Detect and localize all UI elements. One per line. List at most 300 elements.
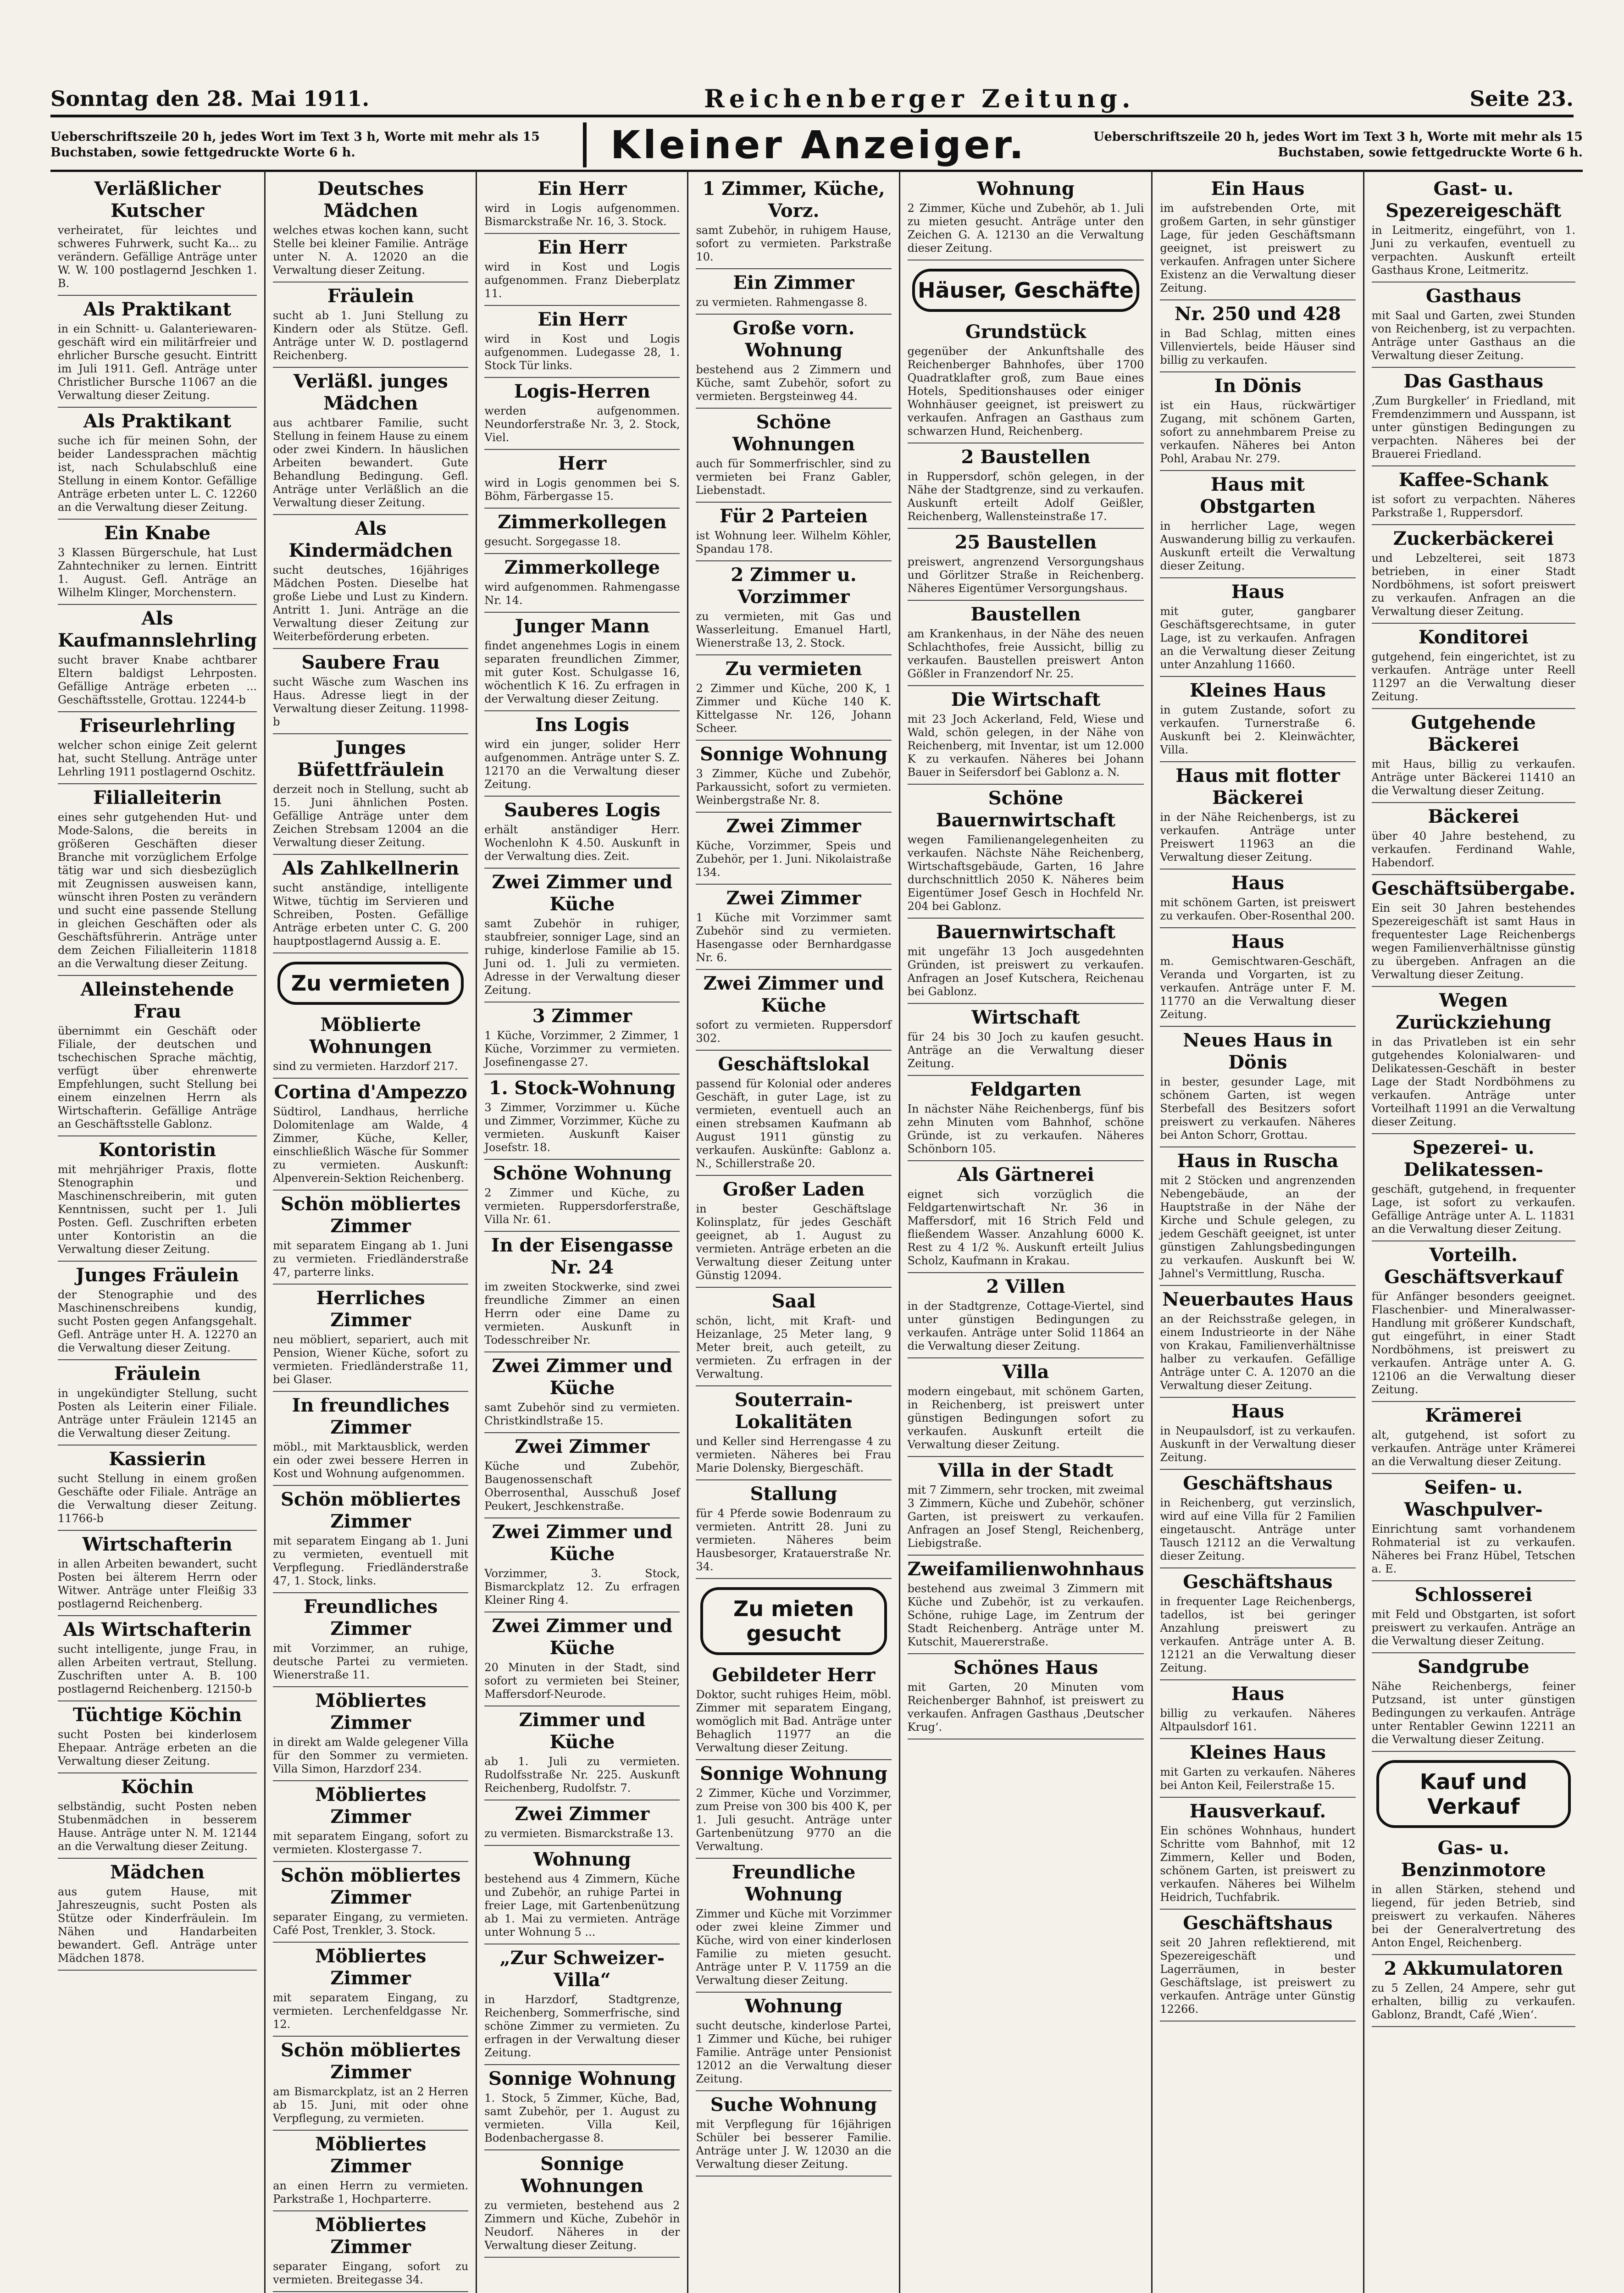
classified-ad — [58, 712, 257, 784]
ad-text: in direkt am Walde gelegener Villa für den Sommer zu vermieten. Villa Simon, Harzdorf 234. — [273, 1736, 469, 1775]
classified-ad — [696, 885, 891, 970]
ad-text: an der Reichsstraße gelegen, in einem Industrieorte in der Nähe von Krakau, Familienverhältnisse halber zu verkaufen. Gefällige Anträge unter C. A. 12070 an die Verwaltung dieser Zeitung. — [1160, 1313, 1356, 1392]
ad-heading: Als Kaufmannslehrling — [58, 608, 257, 651]
classified-ad — [58, 1616, 257, 1701]
ad-heading: Junges Büfettfräulein — [297, 737, 444, 781]
classified-ad — [1372, 175, 1576, 282]
ad-rates-left: Ueberschriftszeile 20 h, jedes Wort im Text 3 h, Worte mit mehr als 15 Buchstaben, sowie fettgedruckte Worte 6 h. — [50, 130, 540, 160]
ad-text: sucht anständige, intelligente Witwe, tüchtig im Servieren und Schreiben, Posten. Gefällige Anträge erbeten unter C. G. 200 hauptpostlagernd Aussig a. E. — [273, 881, 469, 947]
classified-ad — [1372, 1581, 1576, 1653]
ad-text: mit ungefähr 13 Joch ausgedehnten Gründen, ist preiswert zu verkaufen. Anfragen an Josef Kutschera, Reichenau bei Gablonz. — [907, 945, 1144, 998]
issue-date: Sonntag den 28. Mai 1911. — [50, 86, 370, 111]
ad-heading: Als Praktikant — [83, 410, 232, 432]
ad-heading: Deutsches Mädchen — [317, 178, 424, 222]
ad-heading: Sauberes Logis — [504, 799, 660, 821]
classified-ad — [1160, 870, 1355, 928]
classified-ad — [696, 1288, 891, 1386]
ad-heading: Geschäftshaus — [1183, 1473, 1333, 1494]
ad-heading: Geschäftshaus — [1183, 1912, 1333, 1934]
ad-text: sucht braver Knabe achtbarer Eltern baldigst Lehrposten. Gefällige Anträge erbeten ... Geschäftsstelle, Grottau. 12244-b — [58, 654, 257, 706]
ad-heading: Möbliertes Zimmer — [315, 2214, 427, 2258]
classified-ad — [696, 2091, 891, 2177]
classified-ad — [1372, 1241, 1576, 1402]
classified-ad — [484, 2150, 680, 2258]
ad-text: in herrlicher Lage, wegen Auswanderung billig zu verkaufen. Auskunft erteilt die Verwaltung dieser Zeitung. — [1160, 520, 1356, 572]
ad-heading: Souterrain-Lokalitäten — [734, 1389, 853, 1433]
section-title: Kleiner Anzeiger. — [583, 122, 1051, 167]
classified-ad — [908, 919, 1144, 1004]
ad-text: 3 Klassen Bürgerschule, hat Lust Zahntechniker zu lernen. Eintritt 1. August. Gefl. Anträge an Wilhelm Klinger, Morchenstern. — [58, 546, 257, 599]
category-heading: Häuser, Geschäfte — [912, 269, 1140, 312]
classified-ad — [58, 1360, 257, 1446]
classified-ad — [908, 1556, 1144, 1654]
ad-heading: Zwei Zimmer — [726, 815, 861, 837]
ad-heading: Saal — [771, 1291, 816, 1312]
classified-ad — [58, 1531, 257, 1616]
ad-heading: Möbliertes Zimmer — [315, 1690, 427, 1734]
classified-ad — [484, 306, 680, 378]
ad-text: Küche und Zubehör, Baugenossenschaft Oberrosenthal, Ausschuß Josef Peukert, Jeschkenstraße. — [484, 1460, 680, 1512]
ad-text: 3 Zimmer, Küche und Zubehör, Parkaussicht, sofort zu vermieten. Weinbergstraße Nr. 8. — [696, 767, 892, 807]
ad-text: wegen Familienangelegenheiten zu verkaufen. Nächste Nähe Reichenberg, Wirtschaftsgebäude, Garten, 16 Jahre durchschnittlich 2050 K. Näheres beim Eigentümer Josef Gesch in Hochfeld Nr. 204 bei Gablonz. — [907, 833, 1144, 913]
ad-heading: Ein Knabe — [104, 522, 211, 544]
ad-heading: Zimmerkollege — [504, 557, 660, 578]
ad-heading: Haus in Ruscha — [1177, 1150, 1339, 1172]
page-number: Seite 23. — [1469, 86, 1574, 111]
ad-heading: Grundstück — [965, 321, 1086, 343]
ad-heading: Wirtschafterin — [82, 1534, 233, 1555]
ad-heading: Alleinstehende Frau — [80, 979, 234, 1022]
ad-heading: Bauernwirtschaft — [936, 921, 1116, 943]
classified-ad — [58, 175, 257, 296]
classified-ad — [484, 2065, 680, 2150]
classified-ad — [908, 529, 1144, 601]
ad-text: geschäft, gutgehend, in frequenter Lage, ist sofort zu verkaufen. Gefällige Anträge unter A. L. 11831 an die Verwaltung dieser Zeitung. — [1371, 1183, 1575, 1235]
ad-text: ab 1. Juli zu vermieten. Rudolfsstraße Nr. 225. Auskunft Reichenberg, Rudolfstr. 7. — [484, 1755, 680, 1795]
ad-heading: Sonnige Wohnung — [700, 1763, 887, 1784]
ad-text: findet angenehmes Logis in einem separaten freundlichen Zimmer, mit guter Kost. Schulgasse 16, wöchentlich K 16. Zu erfragen in der Verwaltung dieser Zeitung. — [484, 639, 680, 705]
classified-ad — [273, 1392, 468, 1486]
ad-text: welches etwas kochen kann, sucht Stelle bei kleiner Familie. Anträge unter N. A. 12020 an die Verwaltung dieser Zeitung. — [273, 224, 469, 277]
ad-text: aus gutem Hause, mit Jahreszeugnis, sucht Posten als Stütze oder Kinderfräulein. Im Nähen und Handarbeiten bewandert. Gefl. Anträge unter Mädchen 1878. — [58, 1885, 257, 1965]
ad-text: Ein schönes Wohnhaus, hundert Schritte vom Bahnhof, mit 12 Zimmern, Keller und Boden, schönem Garten, ist preiswert zu verkaufen. Näheres bei Wilhelm Heidrich, Tuchfabrik. — [1160, 1824, 1356, 1904]
classified-ad — [58, 1446, 257, 1531]
classified-ad — [1372, 368, 1576, 466]
ad-heading: Kaffee-Schank — [1398, 469, 1548, 491]
classified-ad — [908, 1161, 1144, 1273]
ad-heading: Großer Laden — [722, 1179, 865, 1200]
ad-heading: Als Praktikant — [83, 299, 232, 320]
ad-text: in allen Stärken, stehend und liegend, für jeden Betrieb, sind preiswert zu verkaufen. Näheres bei der Generalvertretung des Anton Engel, Reichenberg. — [1371, 1883, 1575, 1949]
classified-ad — [58, 296, 257, 408]
ad-text: mit schönem Garten, ist preiswert zu verkaufen. Ober-Rosenthal 200. — [1160, 896, 1356, 922]
ad-heading: 1. Stock-Wohnung — [488, 1077, 676, 1099]
classified-ad — [273, 2131, 468, 2211]
classified-ad — [1372, 709, 1576, 803]
ad-heading: Stallung — [750, 1483, 837, 1505]
ad-heading: Verläßlicher Kutscher — [94, 178, 221, 222]
classified-ad — [273, 1862, 468, 1943]
ad-heading: Fräulein — [114, 1363, 201, 1385]
ad-heading: Neues Haus in Dönis — [1183, 1030, 1333, 1073]
classified-ad — [1160, 928, 1355, 1027]
classified-ad — [908, 443, 1144, 529]
ad-text: im zweiten Stockwerke, sind zwei freundliche Zimmer an einen Herrn oder eine Dame zu vermieten. Auskunft in Todesschreiber Nr. — [484, 1280, 680, 1346]
classified-ad — [696, 1993, 891, 2091]
ad-heading: Geschäftshaus — [1183, 1571, 1333, 1593]
classified-ad — [696, 503, 891, 561]
column-6 — [1153, 171, 1364, 2293]
ad-text: suche ich für meinen Sohn, der beider Landessprachen mächtig ist, nach Schulabschluß eine Stellung in einem Kontor. Gefällige Anträge erbeten unter L. C. 12260 an die Verwaltung dieser Zeitung. — [58, 434, 257, 514]
classified-ad — [273, 1486, 468, 1593]
classified-ad — [1372, 1474, 1576, 1581]
ad-text: mit Garten zu verkaufen. Näheres bei Anton Keil, Feilerstraße 15. — [1160, 1766, 1356, 1792]
ad-text: schön, licht, mit Kraft- und Heizanlage, 25 Meter lang, 9 Meter breit, auch geteilt, zu vermieten. Zu erfragen in der Verwaltung. — [696, 1314, 892, 1380]
ad-heading: Sonnige Wohnungen — [521, 2153, 643, 2197]
running-header — [50, 83, 1574, 117]
ad-heading: Zuckerbäckerei — [1393, 528, 1554, 549]
ad-heading: Kleines Haus — [1189, 680, 1326, 701]
ad-heading: Vorteilh. Geschäftsverkauf — [1384, 1244, 1563, 1288]
classified-ad — [273, 1011, 468, 1079]
classified-ad — [696, 175, 891, 269]
ad-text: bestehend aus 4 Zimmern, Küche und Zubehör, an ruhige Partei in freier Lage, mit Gartenbenützung ab 1. Mai zu vermieten. Anträge unter Wohnung 5 ... — [484, 1872, 680, 1939]
ad-text: in allen Arbeiten bewandert, sucht Posten bei älterem Herrn oder Witwer. Anträge unter Fleißig 33 postlagernd Reichenberg. — [58, 1557, 257, 1610]
classified-ad — [1372, 1955, 1576, 2027]
ad-text: auch für Sommerfrischler, sind zu vermieten bei Franz Gabler, Liebenstadt. — [696, 457, 892, 497]
classified-ad — [484, 378, 680, 450]
ad-heading: Haus mit flotter Bäckerei — [1175, 765, 1340, 809]
ad-heading: In freundliches Zimmer — [292, 1395, 449, 1438]
ad-text: passend für Kolonial oder anderes Geschäft, in guter Lage, ist zu vermieten, eventuell auch an einen strebsamen Kaufmann ab August 1911 günstig zu verkaufen. Auskünfte: Gablonz a. N., Schillerstraße 20. — [696, 1077, 892, 1170]
classified-ad — [484, 1612, 680, 1706]
ad-text: Einrichtung samt vorhandenem Rohmaterial ist zu verkaufen. Näheres bei Franz Hübel, Tetschen a. E. — [1371, 1523, 1575, 1575]
section-header — [50, 120, 1583, 172]
ad-text: gegenüber der Ankunftshalle des Reichenberger Bahnhofes, über 1700 Quadratklafter groß, zum Baue eines Hotels, Speditionshauses oder einiger Wohnhäuser geeignet, ist preiswert zu verkaufen. Anfragen an Gasthaus zum schwarzen Hund, Reichenberg. — [907, 345, 1144, 438]
classified-ad — [1372, 803, 1576, 875]
classified-ad — [696, 1859, 891, 1993]
ad-heading: 2 Akkumulatoren — [1384, 1958, 1563, 1979]
column-4 — [688, 171, 900, 2293]
ad-text: in Neupaulsdorf, ist zu verkaufen. Auskunft in der Verwaltung dieser Zeitung. — [1160, 1424, 1356, 1464]
ad-text: mit Saal und Garten, zwei Stunden von Reichenberg, ist zu verpachten. Anträge unter Gasthaus an die Verwaltung dieser Zeitung. — [1371, 309, 1575, 362]
ad-heading: Kontoristin — [98, 1139, 216, 1161]
ad-heading: Wohnung — [533, 1849, 631, 1870]
classified-ad — [1160, 300, 1355, 372]
classified-ad — [696, 409, 891, 503]
classified-ad — [58, 1701, 257, 1773]
ad-text: in ungekündigter Stellung, sucht Posten als Leiterin einer Filiale. Anträge unter Fräulein 12145 an die Verwaltung dieser Zeitung. — [58, 1387, 257, 1440]
ad-text: Zimmer und Küche mit Vorzimmer oder zwei kleine Zimmer und Küche, wird von einer kinderlosen Familie zu mieten gesucht. Anträge unter P. V. 11759 an die Verwaltung dieser Zeitung. — [696, 1907, 892, 1987]
ad-text: und Lebzelterei, seit 1873 betrieben, in einer Stadt Nordböhmens, ist sofort preiswert zu verkaufen. Anfragen an die Verwaltung dieser Zeitung. — [1371, 552, 1575, 618]
classified-ad — [273, 2211, 468, 2292]
ad-text: Doktor, sucht ruhiges Heim, möbl. Zimmer mit separatem Eingang, womöglich mit Bad. Anträge unter Behaglich 11977 an die Verwaltung dieser Zeitung. — [696, 1688, 892, 1754]
ad-heading: Wirtschaft — [971, 1007, 1080, 1028]
category-heading: Kauf und Verkauf — [1376, 1760, 1571, 1828]
classified-ad — [1160, 372, 1355, 471]
ad-text: über 40 Jahre bestehend, zu verkaufen. Ferdinand Wahle, Habendorf. — [1371, 830, 1575, 869]
ad-heading: Gebildeter Herr — [712, 1664, 876, 1686]
ad-text: zu vermieten. Rahmengasse 8. — [696, 296, 868, 309]
ad-text: mit Vorzimmer, an ruhige, deutsche Partei zu vermieten. Wienerstraße 11. — [273, 1642, 469, 1681]
ad-text: eignet sich vorzüglich die Feldgartenwirtschaft Nr. 36 in Maffersdorf, mit 16 Strich Feld und fließendem Wasser. Anzahlung 6000 K. Rest zu 4 1/2 %. Auskunft erteilt Julius Scholz, Kaufmann in Krakau. — [907, 1188, 1144, 1267]
ad-heading: 3 Zimmer — [532, 1005, 632, 1027]
ad-text: m. Gemischtwaren-Geschäft, Veranda und Vorgarten, ist zu verkaufen. Anträge unter F. M. 11770 an die Verwaltung dieser Zeitung. — [1160, 955, 1356, 1021]
ad-heading: 1 Zimmer, Küche, Vorz. — [702, 178, 885, 222]
ad-text: am Bismarckplatz, ist an 2 Herren ab 15. Juni, mit oder ohne Verpflegung, zu vermieten. — [273, 2085, 469, 2125]
classified-ad — [696, 1176, 891, 1288]
ad-heading: Gasthaus — [1425, 285, 1521, 307]
ad-heading: Schön möbliertes Zimmer — [281, 1865, 461, 1908]
ad-text: sucht deutsche, kinderlose Partei, 1 Zimmer und Küche, bei ruhiger Familie. Anträge unter Pensionist 12012 an die Verwaltung dieser Zeitung. — [696, 2019, 892, 2085]
ad-text: im aufstrebenden Orte, mit großem Garten, in sehr günstiger Lage, für jeden Geschäftsmann geeignet, ist preiswert zu verkaufen. Anfragen unter Sichere Existenz an die Verwaltung dieser Zeitung. — [1160, 202, 1356, 294]
classified-ad — [1372, 1134, 1576, 1241]
classified-ad — [273, 1943, 468, 2037]
classified-ad — [1160, 1147, 1355, 1286]
classified-ad — [273, 1781, 468, 1862]
classified-ad — [58, 408, 257, 520]
ad-heading: Spezerei- u. Delikatessen- — [1403, 1137, 1543, 1180]
ad-heading: Zwei Zimmer und Küche — [492, 1521, 673, 1565]
ad-text: mit mehrjähriger Praxis, flotte Stenographin und Maschinenschreiberin, mit guten Kenntnissen, sucht per 1. Juli Posten. Gefl. Zuschriften erbeten unter Kontoristin an die Verwaltung dieser Zeitung. — [58, 1163, 257, 1256]
ad-text: in Bad Schlag, mitten eines Villenviertels, beide Häuser sind billig zu verkaufen. — [1160, 327, 1356, 366]
ad-text: möbl., mit Marktausblick, werden ein oder zwei bessere Herren in Kost und Wohnung aufgenommen. — [273, 1440, 469, 1480]
classified-ad — [484, 1706, 680, 1800]
ad-text: für Anfänger besonders geeignet. Flaschenbier- und Mineralwasser-Handlung mit größerer Kundschaft, gut eingeführt, in einer Stadt Nordböhmens, ist preiswert zu verkaufen. Anträge unter A. G. 12106 an die Verwaltung dieser Zeitung. — [1371, 1290, 1575, 1396]
classified-ad — [1160, 1027, 1355, 1147]
ad-text: 2 Zimmer, Küche und Zubehör, ab 1. Juli zu mieten gesucht. Anträge unter den Zeichen G. A. 12130 an die Verwaltung dieser Zeitung. — [907, 202, 1144, 255]
ad-heading: Sonnige Wohnung — [700, 743, 887, 765]
ad-heading: Herr — [558, 453, 607, 474]
ad-text: billig zu verkaufen. Näheres Altpaulsdorf 161. — [1160, 1707, 1356, 1733]
classified-ad — [484, 1800, 680, 1846]
classified-ad — [273, 368, 468, 515]
ad-heading: 2 Baustellen — [961, 446, 1091, 468]
ad-heading: Wohnung — [745, 1995, 842, 2017]
classified-ad — [484, 869, 680, 1002]
ad-text: wird in Logis genommen bei S. Böhm, Färbergasse 15. — [484, 476, 680, 503]
ad-text: 1. Stock, 5 Zimmer, Küche, Bad, samt Zubehör, per 1. August zu vermieten. Villa Keil, Bodenbachergasse 8. — [484, 2092, 680, 2144]
ad-text: 1 Küche, Vorzimmer, 2 Zimmer, 1 Küche, Vorzimmer zu vermieten. Josefinengasse 27. — [484, 1029, 680, 1069]
ad-text: Ein seit 30 Jahren bestehendes Spezereigeschäft ist samt Haus in frequentester Lage Reichenbergs wegen Familienverhältnisse günstig zu übergeben. Anfragen an die Verwaltung dieser Zeitung. — [1371, 902, 1575, 981]
ad-text: in gutem Zustande, sofort zu verkaufen. Turnerstraße 6. Auskunft bei 2. Kleinwächter, Villa. — [1160, 703, 1356, 756]
ad-heading: Villa — [1002, 1361, 1049, 1383]
classified-ad — [484, 797, 680, 869]
classified-ad — [273, 649, 468, 734]
ad-heading: Ein Haus — [1211, 178, 1305, 199]
ad-heading: Zu vermieten — [725, 658, 862, 680]
classified-ad — [484, 1944, 680, 2065]
ad-heading: Ein Zimmer — [733, 272, 854, 294]
ad-heading: Gast- u. Spezereigeschäft — [1386, 178, 1562, 222]
ad-text: mit 2 Stöcken und angrenzenden Nebengebäude, an der Hauptstraße in der Nähe der Kirche und Schule gelegen, zu jedem Geschäft geeignet, ist unter günstigen Zahlungsbedingungen zu verkaufen. Auskunft bei W. Jahnel's Vermittlung, Ruscha. — [1160, 1174, 1356, 1280]
ad-text: 20 Minuten in der Stadt, sind sofort zu vermieten bei Steiner, Maffersdorf-Neurode. — [484, 1661, 680, 1700]
classified-ad — [696, 655, 891, 741]
classified-ad — [1160, 578, 1355, 677]
classified-ad — [696, 741, 891, 813]
ad-heading: Mädchen — [110, 1861, 205, 1883]
classified-ad — [1372, 525, 1576, 624]
ad-text: in bester Geschäftslage Kolinsplatz, für jedes Geschäft geeignet, ab 1. August zu vermieten. Anträge erbeten an die Verwaltung dieser Zeitung unter Günstig 12094. — [696, 1202, 892, 1282]
ad-text: sucht Wäsche zum Waschen ins Haus. Adresse liegt in der Verwaltung dieser Zeitung. 11998-b — [273, 676, 469, 728]
ad-heading: Freundliche Wohnung — [732, 1861, 856, 1905]
classified-ad — [908, 318, 1144, 443]
ad-heading: Haus — [1231, 872, 1285, 894]
ad-heading: Kassierin — [109, 1448, 206, 1470]
classified-ad — [1372, 1402, 1576, 1474]
ad-heading: Verläßl. junges Mädchen — [293, 371, 448, 414]
classified-ad — [1160, 1910, 1355, 2022]
classified-ad — [273, 1191, 468, 1285]
classified-ad — [908, 175, 1144, 260]
ad-text: 2 Zimmer und Küche, 200 K, 1 Zimmer und Küche 140 K. Kittelgasse Nr. 126, Johann Scheer. — [696, 682, 892, 735]
ad-text: für 4 Pferde sowie Bodenraum zu vermieten. Antritt 28. Juni zu vermieten. Näheres beim Hausbesorger, Kratauerstraße Nr. 34. — [696, 1507, 892, 1573]
classified-ad — [484, 1433, 680, 1518]
ad-text: derzeit noch in Stellung, sucht ab 15. Juni ähnlichen Posten. Gefällige Anträge unter dem Zeichen Strebsam 12004 an die Verwaltung dieser Zeitung. — [273, 783, 469, 849]
classified-ad — [1160, 762, 1355, 870]
classified-ad — [58, 784, 257, 976]
ad-text: sofort zu vermieten. Ruppersdorf 302. — [696, 1019, 892, 1045]
classified-ad — [1160, 1568, 1355, 1680]
ad-text: in Harzdorf, Stadtgrenze, Reichenberg, Sommerfrische, sind schöne Zimmer zu vermieten. Zu erfragen in der Verwaltung dieser Zeitung. — [484, 1993, 680, 2059]
ad-text: bestehend aus zweimal 3 Zimmern mit Küche und Zubehör, ist zu verkaufen. Schöne, ruhige Lage, im Zentrum der Stadt Reichenberg. Anträge unter M. Kutschit, Mauererstraße. — [907, 1582, 1144, 1648]
ad-heading: Sonnige Wohnung — [488, 2068, 676, 2089]
ad-heading: Haus — [1231, 1683, 1285, 1705]
classified-ad — [484, 711, 680, 797]
ad-text: sucht Stellung in einem großen Geschäfte oder Filiale. Anträge an die Verwaltung dieser Zeitung. 11766-b — [58, 1472, 257, 1525]
ad-heading: Ins Logis — [535, 714, 629, 736]
ad-text: werden aufgenommen. Neundorferstraße Nr. 3, 2. Stock, Viel. — [484, 404, 680, 444]
classified-ad — [273, 734, 468, 855]
classified-ad — [1372, 282, 1576, 368]
ad-rates-right: Ueberschriftszeile 20 h, jedes Wort im Text 3 h, Worte mit mehr als 15 Buchstaben, sowie fettgedruckte Worte 6 h. — [1093, 130, 1583, 160]
ad-heading: Zweifamilienwohnhaus — [907, 1558, 1144, 1580]
ad-heading: Saubere Frau — [301, 652, 440, 673]
classified-ad — [484, 1352, 680, 1433]
classified-ad — [273, 2037, 468, 2131]
classified-ad — [484, 1074, 680, 1160]
classified-ad — [58, 1859, 257, 1971]
ad-text: am Krankenhaus, in der Nähe des neuen Schlachthofes, freie Aussicht, billig zu verkaufen. Baustellen preiswert Anton Gößler in Franzendorf Nr. 25. — [907, 627, 1144, 680]
classified-ad — [484, 175, 680, 234]
ad-text: 1 Küche mit Vorzimmer samt Zubehör sind zu vermieten. Hasengasse oder Bernhardgasse Nr. 6. — [696, 911, 892, 964]
ad-heading: Möbliertes Zimmer — [315, 1784, 427, 1828]
ad-heading: Geschäftslokal — [718, 1053, 870, 1075]
ad-text: samt Zubehör, in ruhigem Hause, sofort zu vermieten. Parkstraße 10. — [696, 224, 892, 263]
classified-ad — [484, 509, 680, 554]
classified-ad — [1160, 175, 1355, 300]
classified-ad — [484, 1518, 680, 1612]
ad-heading: Konditorei — [1418, 626, 1529, 648]
classified-ad — [1160, 677, 1355, 762]
ad-text: aus achtbarer Familie, sucht Stellung in feinem Hause zu einem oder zwei Kindern. In häuslichen Arbeiten bewandert. Gute Behandlung Bedingung. Gefl. Anträge unter Verläßlich an die Verwaltung dieser Zeitung. — [273, 416, 469, 509]
ad-heading: Haus — [1231, 581, 1285, 603]
classified-ad — [696, 315, 891, 409]
ad-text: sucht ab 1. Juni Stellung zu Kindern oder als Stütze. Gefl. Anträge unter W. D. postlagernd Reichenberg. — [273, 309, 469, 362]
classified-ad — [696, 813, 891, 885]
classified-ad — [1160, 1398, 1355, 1470]
ad-heading: Schöne Bauernwirtschaft — [936, 787, 1116, 831]
ad-text: wird in Logis aufgenommen. Bismarckstraße Nr. 16, 3. Stock. — [484, 202, 680, 228]
classified-ad — [58, 1136, 257, 1262]
ad-text: erhält anständiger Herr. Wochenlohn K 4.50. Auskunft in der Verwaltung dies. Zeit. — [484, 823, 680, 863]
ad-heading: Sandgrube — [1418, 1656, 1530, 1678]
ad-text: sucht intelligente, junge Frau, in allen Arbeiten vertraut, Stellung. Zuschriften unter A. B. 100 postlagernd Reichenberg. 12150-b — [58, 1643, 257, 1695]
classified-ad — [696, 970, 891, 1051]
ad-heading: Zimmerkollegen — [498, 511, 667, 533]
ad-text: in frequenter Lage Reichenbergs, tadellos, ist bei geringer Anzahlung preiswert zu verkaufen. Anträge unter A. B. 12121 an die Verwaltung dieser Zeitung. — [1160, 1595, 1356, 1674]
ad-text: samt Zubehör in ruhiger, staubfreier, sonniger Lage, sind an ruhige, kinderlose Familie ab 15. Juni od. 1. Juli zu vermieten. Adresse in der Verwaltung dieser Zeitung. — [484, 917, 680, 997]
ad-heading: Junges Fräulein — [76, 1264, 239, 1286]
column-7 — [1364, 171, 1583, 2293]
classified-ad — [908, 1004, 1144, 1076]
ad-heading: Als Zahlkellnerin — [282, 858, 459, 879]
ad-text: mit separatem Eingang, zu vermieten. Lerchenfeldgasse Nr. 12. — [273, 1991, 469, 2031]
ad-heading: Möbliertes Zimmer — [315, 2133, 427, 2177]
ad-text: der Stenographie und des Maschinenschreibens kundig, sucht Posten gegen Anfangsgehalt. Gefl. Anträge unter H. A. 12270 an die Verwaltung dieser Zeitung. — [58, 1288, 257, 1354]
classified-ad — [696, 1480, 891, 1579]
ad-heading: Filialleiterin — [93, 787, 222, 809]
classified-ad — [1372, 466, 1576, 525]
ad-heading: Für 2 Parteien — [719, 505, 868, 527]
ad-text: wird aufgenommen. Rahmengasse Nr. 14. — [484, 581, 680, 607]
ad-text: übernimmt ein Geschäft oder Filiale, der deutschen und tschechischen Sprache mächtig, verfügt über ehrenwerte Empfehlungen, sucht Stellung bei einem einzelnen Herrn als Wirtschafterin. Gefällige Anträge an Geschäftsstelle Gablonz. — [58, 1025, 257, 1130]
ad-heading: 25 Baustellen — [954, 532, 1097, 553]
classified-ad — [273, 515, 468, 649]
ad-heading: Suche Wohnung — [710, 2094, 877, 2116]
ad-heading: Schön möbliertes Zimmer — [281, 1193, 461, 1237]
ad-text: an einen Herrn zu vermieten. Parkstraße 1, Hochparterre. — [273, 2179, 469, 2205]
column-2 — [266, 171, 477, 2293]
classified-ad — [1160, 1286, 1355, 1398]
ad-heading: Zwei Zimmer und Küche — [492, 871, 673, 915]
column-3 — [477, 171, 688, 2293]
classified-ad — [908, 601, 1144, 686]
classified-ad — [273, 1593, 468, 1687]
classified-ad — [484, 1846, 680, 1944]
ad-text: in Reichenberg, gut verzinslich, wird auf eine Villa für 2 Familien eingetauscht. Anträge unter Tausch 12112 an die Verwaltung dieser Zeitung. — [1160, 1496, 1356, 1562]
ad-heading: Als Wirtschafterin — [63, 1619, 252, 1640]
ad-text: Vorzimmer, 3. Stock, Bismarckplatz 12. Zu erfragen Kleiner Ring 4. — [484, 1567, 680, 1606]
category-heading: Zu vermieten — [277, 962, 464, 1005]
ad-text: gesucht. Sorgegasse 18. — [484, 535, 621, 548]
classified-ad — [696, 1760, 891, 1859]
ad-heading: Köchin — [121, 1776, 194, 1798]
ad-heading: Junger Mann — [515, 615, 650, 637]
newspaper-name: Reichenberger Zeitung. — [704, 84, 1135, 113]
classified-ad — [1160, 471, 1355, 578]
ad-text: mit Verpflegung für 16jährigen Schüler bei besserer Familie. Anträge unter J. W. 12030 an die Verwaltung dieser Zeitung. — [696, 2118, 892, 2171]
category-heading: Zu mieten gesucht — [700, 1587, 887, 1655]
ad-heading: 2 Zimmer u. Vorzimmer — [731, 564, 857, 608]
classified-ad — [1372, 987, 1576, 1134]
ad-text: wird in Kost und Logis aufgenommen. Franz Dieberplatz 11. — [484, 260, 680, 300]
classified-ad — [484, 1002, 680, 1074]
classified-ad — [908, 1457, 1144, 1556]
ad-text: wird in Kost und Logis aufgenommen. Ludegasse 28, 1. Stock Tür links. — [484, 332, 680, 372]
ad-text: mit separatem Eingang ab 1. Juni zu vermieten, eventuell mit Verpflegung. Friedländerstraße 47, 1. Stock, links. — [273, 1534, 469, 1587]
ad-heading: Zwei Zimmer — [515, 1803, 650, 1825]
ad-text: modern eingebaut, mit schönem Garten, in Reichenberg, ist preiswert unter günstigen Bedingungen sofort zu verkaufen. Auskunft erteilt die Verwaltung dieser Zeitung. — [907, 1385, 1144, 1451]
classified-ad — [908, 1358, 1144, 1457]
ad-text: in Ruppersdorf, schön gelegen, in der Nähe der Stadtgrenze, sind zu verkaufen. Auskunft erteilt Adolf Geißler, Reichenberg, Wallensteinstraße 17. — [907, 470, 1144, 523]
ad-text: zu vermieten. Bismarckstraße 13. — [484, 1827, 674, 1840]
classified-ad — [273, 1285, 468, 1392]
ad-heading: Zimmer und Küche — [519, 1709, 646, 1753]
ad-heading: Hausverkauf. — [1189, 1800, 1326, 1822]
classified-ad — [58, 976, 257, 1136]
ad-heading: Haus mit Obstgarten — [1200, 474, 1316, 517]
